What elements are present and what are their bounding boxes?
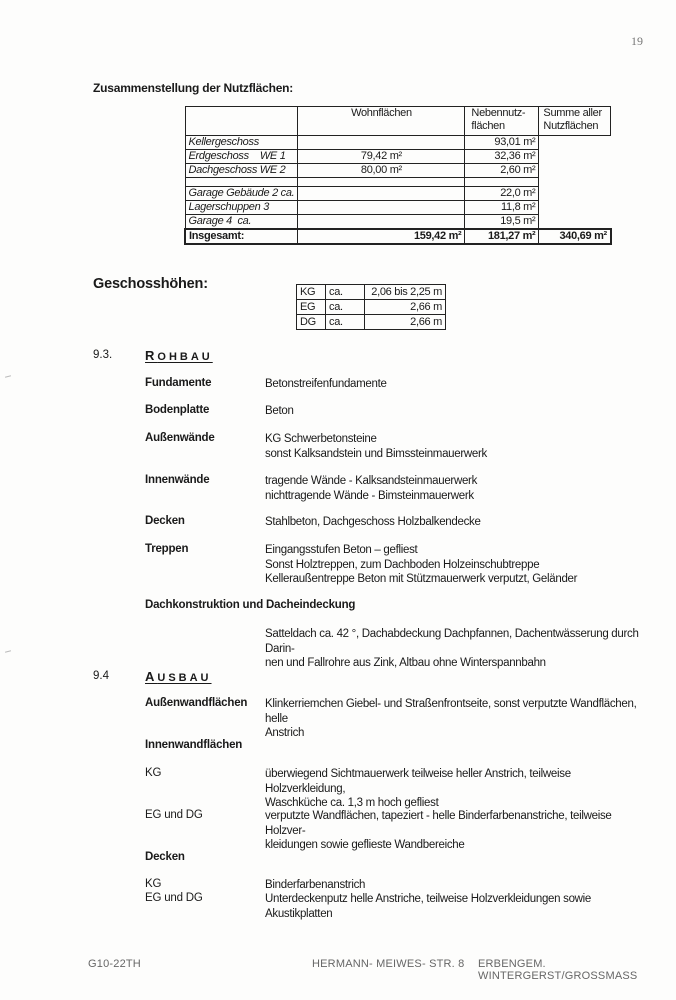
total-label: Insgesamt: <box>185 229 298 244</box>
value-fundamente: Betonstreifenfundamente <box>265 378 387 390</box>
label-innenwaende: Innenwände <box>145 474 210 486</box>
total-summe: 340,69 m² <box>539 229 611 244</box>
table-cell <box>298 136 465 150</box>
table-row <box>297 315 446 330</box>
page-number: 19 <box>631 34 643 48</box>
label-eg-dg: EG und DG <box>145 809 203 821</box>
footer-center: HERMANN- MEIWES- STR. 8 <box>312 958 465 970</box>
value-decken-kg: Binderfarbenanstrich <box>265 879 366 891</box>
table-cell: KG <box>297 285 326 300</box>
header-cell: Nebennutz- flächen <box>465 107 539 136</box>
table-cell: Garage 4 ca. <box>185 215 298 230</box>
value-treppen: Eingangsstufen Beton – gefliest Sonst Holztreppen, zum Dachboden Holzeinschubtreppe Kelleraußentreppe Beton mit Stützmauerwerk verputzt, Geländer <box>265 544 578 585</box>
value-aussenwaende: KG Schwerbetonsteine sonst Kalksandstein und Bimssteinmauerwerk <box>265 433 487 460</box>
section-title-initial: A <box>145 669 158 684</box>
margin-mark <box>5 650 11 653</box>
table-cell <box>298 215 465 230</box>
section-title-rohbau <box>145 348 213 363</box>
value-aussenwandflaechen: Klinkerriemchen Giebel- und Straßenfrontseite, sonst verputzte Wandflächen, helle Anstrich <box>265 698 637 739</box>
total-wohnflaechen: 159,42 m² <box>298 229 465 244</box>
header-cell: Summe aller Nutzflächen <box>539 107 611 136</box>
label-dachkonstruktion: Dachkonstruktion und Dacheindeckung <box>145 599 356 611</box>
nutzflaechen-table <box>184 106 612 245</box>
table-cell: DG <box>297 315 326 330</box>
table-cell: ca. <box>326 315 365 330</box>
table-header-row <box>185 107 611 136</box>
section-title-rest: OHBAU <box>157 351 213 363</box>
table-cell: Lagerschuppen 3 <box>185 201 298 215</box>
label-decken-eg-dg: EG und DG <box>145 892 203 904</box>
section-title-initial: R <box>145 348 158 363</box>
table-cell: Erdgeschoss WE 1 <box>185 150 298 164</box>
label-treppen: Treppen <box>145 543 189 555</box>
nutzflaechen-title: Zusammenstellung der Nutzflächen: <box>93 81 294 95</box>
table-cell <box>298 187 465 201</box>
table-cell: 2,66 m <box>365 300 446 315</box>
table-cell <box>539 136 611 230</box>
table-cell: 80,00 m² <box>298 164 465 178</box>
value-decken-eg-dg: Unterdeckenputz helle Anstriche, teilweise Holzverkleidungen sowie Akustikplatten <box>265 893 592 920</box>
value-innenwaende: tragende Wände - Kalksandsteinmauerwerk nichttragende Wände - Bimsteinmauerwerk <box>265 475 478 502</box>
value-bodenplatte: Beton <box>265 405 294 417</box>
label-kg: KG <box>145 767 162 779</box>
table-row <box>185 136 611 150</box>
table-cell <box>465 178 539 187</box>
value-dachkonstruktion: Satteldach ca. 42 °, Dachabdeckung Dachpfannen, Dachentwässerung durch Darin- nen und Fallrohre aus Zink, Altbau ohne Winterspannbahn <box>265 628 639 669</box>
label-innenwandflaechen: Innenwandflächen <box>145 739 243 751</box>
label-decken-kg: KG <box>145 878 162 890</box>
table-cell <box>298 178 465 187</box>
total-nebennutzflaechen: 181,27 m² <box>465 229 539 244</box>
table-cell: 93,01 m² <box>465 136 539 150</box>
table-cell: 79,42 m² <box>298 150 465 164</box>
label-bodenplatte: Bodenplatte <box>145 404 210 416</box>
table-cell: Kellergeschoss <box>185 136 298 150</box>
footer-right: ERBENGEM. WINTERGERST/GROSSMASS <box>478 958 638 982</box>
table-row <box>297 300 446 315</box>
label-aussenwaende: Außenwände <box>145 432 215 444</box>
table-cell: Dachgeschoss WE 2 <box>185 164 298 178</box>
section-number: 9.4 <box>93 670 109 682</box>
table-cell: EG <box>297 300 326 315</box>
geschosshoehen-table <box>296 284 446 330</box>
value-decken: Stahlbeton, Dachgeschoss Holzbalkendecke <box>265 516 481 528</box>
footer-left: G10-22TH <box>88 958 141 970</box>
margin-mark <box>5 375 11 378</box>
table-cell: 2,60 m² <box>465 164 539 178</box>
table-row <box>297 285 446 300</box>
table-cell: ca. <box>326 285 365 300</box>
label-aussenwandflaechen: Außenwandflächen <box>145 697 248 709</box>
table-cell: 2,66 m <box>365 315 446 330</box>
geschosshoehen-title: Geschosshöhen: <box>93 276 208 292</box>
section-title-ausbau <box>145 669 212 684</box>
label-decken: Decken <box>145 515 185 527</box>
label-fundamente: Fundamente <box>145 377 212 389</box>
header-cell: Wohnflächen <box>298 107 465 136</box>
label-ausbau-decken: Decken <box>145 851 185 863</box>
table-cell: 19,5 m² <box>465 215 539 230</box>
table-cell: 11,8 m² <box>465 201 539 215</box>
value-eg-dg: verputzte Wandflächen, tapeziert - helle Binderfarbenanstriche, teilweise Holzver- kleidungen sowie geflieste Wandbereiche <box>265 810 612 851</box>
table-cell: 22,0 m² <box>465 187 539 201</box>
section-title-rest: USBAU <box>157 672 212 684</box>
table-cell: 2,06 bis 2,25 m <box>365 285 446 300</box>
section-number: 9.3. <box>93 349 113 361</box>
table-cell: Garage Gebäude 2 ca. <box>185 187 298 201</box>
header-cell <box>185 107 298 136</box>
table-cell <box>185 178 298 187</box>
table-cell <box>298 201 465 215</box>
table-cell: ca. <box>326 300 365 315</box>
table-cell: 32,36 m² <box>465 150 539 164</box>
table-total-row <box>185 229 611 244</box>
value-kg: überwiegend Sichtmauerwerk teilweise heller Anstrich, teilweise Holzverkleidung, Waschküche ca. 1,3 m hoch gefliest <box>265 768 571 809</box>
